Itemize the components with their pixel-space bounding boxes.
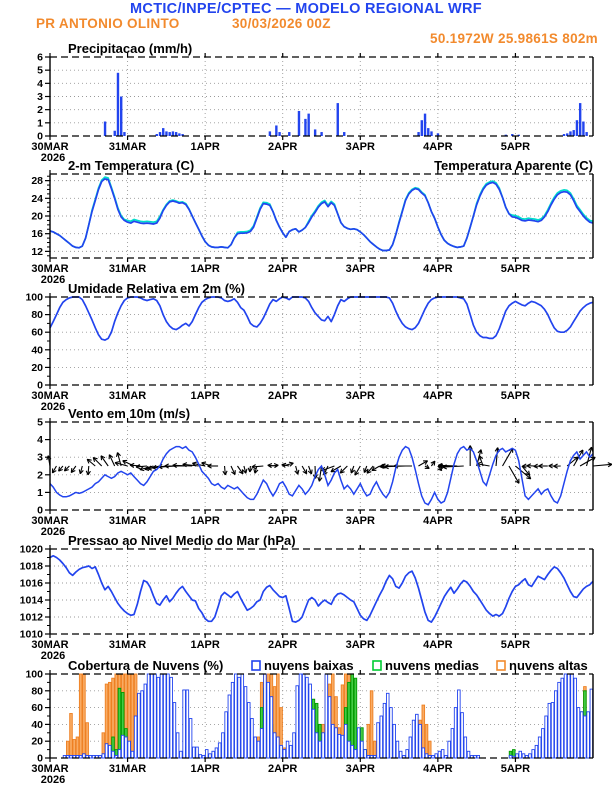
x-tick-label: 5APR	[500, 390, 531, 402]
x-tick-label: 30MAR	[31, 390, 69, 402]
x-tick-label: 31MAR	[108, 639, 147, 651]
station-coordinates: 50.1972W 25.9861S 802m	[430, 31, 598, 46]
panel-right-title: Temperatura Aparente (C)	[434, 158, 593, 173]
y-tick-label: 1014	[19, 594, 43, 607]
panel-wind-10m	[31, 406, 612, 538]
y-tick-label: 1010	[19, 628, 43, 641]
x-tick-label: 30MAR	[31, 263, 69, 275]
x-tick-label: 5APR	[500, 763, 531, 775]
x-tick-label: 31MAR	[108, 763, 147, 775]
y-tick-label: 16	[31, 228, 43, 241]
y-tick-label: 1018	[19, 560, 43, 573]
series-line	[50, 556, 593, 622]
x-tick-label: 5APR	[500, 639, 531, 651]
x-tick-label: 31MAR	[108, 263, 147, 275]
legend-label: nuvens altas	[509, 658, 588, 673]
x-tick-label: 30MAR	[31, 763, 69, 775]
y-tick-label: 2	[37, 104, 43, 117]
y-tick-label: 1	[37, 117, 43, 130]
legend-label: nuvens medias	[385, 658, 479, 673]
y-tick-label: 20	[31, 361, 43, 374]
x-tick-label: 30MAR	[31, 141, 69, 153]
panel-title: Cobertura de Nuvens (%)	[68, 658, 224, 673]
x-tick-label: 1APR	[190, 639, 220, 651]
y-tick-label: 28	[31, 175, 43, 188]
panel-title: Pressao ao Nivel Medio do Mar (hPa)	[68, 533, 296, 548]
x-tick-label: 4APR	[423, 141, 453, 153]
x-tick-label: 1APR	[190, 263, 220, 275]
legend-swatch-icon	[373, 661, 381, 670]
y-tick-label: 3	[37, 451, 43, 464]
x-tick-label: 4APR	[423, 639, 453, 651]
x-tick-label: 31MAR	[108, 390, 147, 402]
y-tick-label: 24	[31, 192, 43, 205]
y-tick-label: 0	[37, 379, 43, 392]
y-tick-label: 40	[31, 344, 43, 357]
wind-vector-arrows	[47, 446, 612, 484]
x-tick-label: 3APR	[345, 515, 375, 527]
precipitation-bars	[104, 73, 588, 136]
x-tick-label: 3APR	[345, 141, 375, 153]
panel-relative-humidity-2m	[25, 281, 593, 413]
x-tick-label: 3APR	[345, 263, 375, 275]
x-tick-label: 4APR	[423, 263, 453, 275]
x-tick-label: 31MAR	[108, 141, 147, 153]
x-tick-label: 2APR	[268, 390, 298, 402]
y-tick-label: 5	[37, 64, 43, 77]
low-cloud-bars	[63, 674, 592, 758]
y-tick-label: 1020	[19, 543, 43, 556]
x-tick-label: 31MAR	[108, 515, 147, 527]
x-tick-label: 1APR	[190, 390, 220, 402]
x-tick-label: 3APR	[345, 763, 375, 775]
y-tick-label: 1012	[19, 611, 43, 624]
x-tick-label: 2APR	[268, 263, 298, 275]
y-tick-label: 60	[31, 326, 43, 339]
x-tick-label: 1APR	[190, 515, 220, 527]
y-tick-label: 1016	[19, 577, 43, 590]
series-line	[50, 177, 593, 250]
y-tick-label: 0	[37, 752, 43, 765]
y-tick-label: 0	[37, 130, 43, 143]
x-tick-label: 4APR	[423, 390, 453, 402]
x-tick-label: 3APR	[345, 390, 375, 402]
x-tick-label: 5APR	[500, 141, 531, 153]
page-title: MCTIC/INPE/CPTEC — MODELO REGIONAL WRF	[130, 1, 482, 17]
panel-precipitation	[31, 41, 593, 164]
series-line	[50, 297, 593, 340]
y-tick-label: 4	[37, 434, 43, 447]
y-tick-label: 5	[37, 416, 43, 429]
x-tick-label: 4APR	[423, 515, 453, 527]
legend-label: nuvens baixas	[264, 658, 354, 673]
y-tick-label: 4	[37, 77, 43, 90]
station-name: PR ANTONIO OLINTO	[36, 16, 180, 31]
y-tick-label: 0	[37, 504, 43, 517]
x-tick-label: 3APR	[345, 639, 375, 651]
x-year-label: 2026	[40, 650, 66, 662]
x-tick-label: 30MAR	[31, 639, 69, 651]
x-tick-label: 2APR	[268, 639, 298, 651]
y-tick-label: 100	[25, 291, 43, 304]
panel-mslp	[20, 533, 593, 662]
x-tick-label: 2APR	[268, 515, 298, 527]
y-tick-label: 60	[31, 702, 43, 715]
y-tick-label: 80	[31, 309, 43, 322]
legend-swatch-icon	[497, 661, 505, 670]
x-tick-label: 5APR	[500, 263, 531, 275]
run-datetime: 30/03/2026 00Z	[232, 16, 331, 31]
panel-title: 2-m Temperatura (C)	[68, 158, 195, 173]
panel-title: Precipitacao (mm/h)	[68, 41, 193, 56]
y-tick-label: 3	[37, 91, 43, 103]
legend-swatch-icon	[252, 661, 260, 670]
x-tick-label: 2APR	[268, 763, 298, 775]
panel-title: Vento em 10m (m/s)	[68, 406, 191, 421]
x-tick-label: 5APR	[500, 515, 531, 527]
y-tick-label: 6	[37, 51, 43, 64]
x-tick-label: 4APR	[423, 763, 453, 775]
y-tick-label: 100	[25, 668, 43, 681]
y-tick-label: 20	[31, 735, 43, 748]
x-tick-label: 30MAR	[31, 515, 69, 527]
x-tick-label: 2APR	[268, 141, 298, 153]
panel-title: Umidade Relativa em 2m (%)	[68, 281, 246, 296]
panel-cloud-cover	[25, 658, 593, 786]
x-tick-label: 1APR	[190, 141, 220, 153]
y-tick-label: 20	[31, 210, 43, 223]
wind-speed-line	[50, 447, 593, 505]
x-tick-label: 1APR	[190, 763, 220, 775]
x-year-label: 2026	[40, 526, 66, 538]
x-year-label: 2026	[40, 401, 66, 413]
x-year-label: 2026	[40, 774, 66, 786]
y-tick-label: 80	[31, 685, 43, 698]
x-year-label: 2026	[40, 274, 66, 286]
panel-temperature-2m	[31, 158, 593, 286]
y-tick-label: 12	[31, 245, 43, 258]
y-tick-label: 40	[31, 718, 43, 731]
y-tick-label: 2	[37, 469, 43, 482]
x-year-label: 2026	[40, 152, 66, 164]
y-tick-label: 1	[37, 486, 43, 499]
